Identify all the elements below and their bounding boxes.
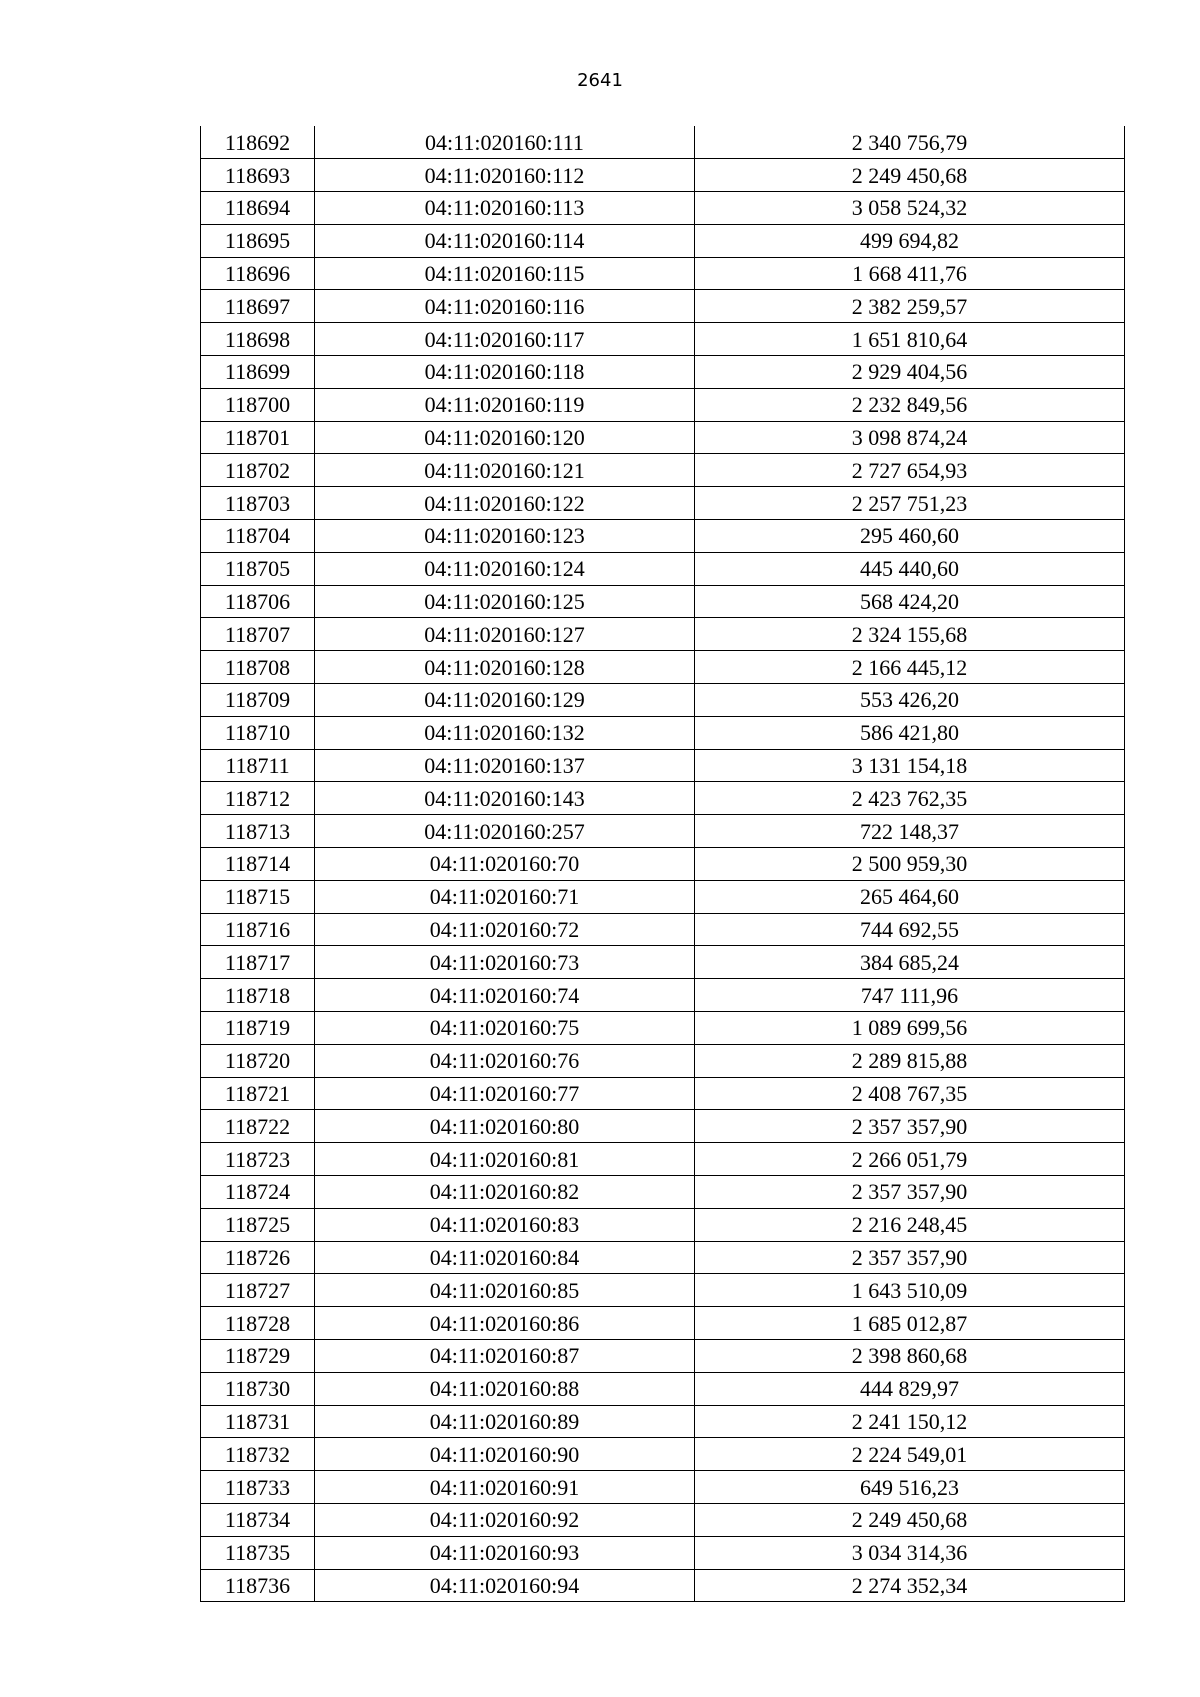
cadastral-number-cell: 04:11:020160:87 (315, 1339, 695, 1372)
cadastral-value-cell: 3 098 874,24 (695, 421, 1125, 454)
row-number-cell: 118698 (201, 323, 315, 356)
cadastral-value-cell: 444 829,97 (695, 1372, 1125, 1405)
row-number-cell: 118727 (201, 1274, 315, 1307)
table-row (201, 1110, 1125, 1143)
cadastral-number-cell: 04:11:020160:118 (315, 356, 695, 389)
cadastral-number-cell: 04:11:020160:94 (315, 1569, 695, 1602)
cadastral-value-cell: 2 408 767,35 (695, 1077, 1125, 1110)
cadastral-value-cell: 649 516,23 (695, 1471, 1125, 1504)
table-row (201, 848, 1125, 881)
row-number-cell: 118710 (201, 716, 315, 749)
table-row (201, 946, 1125, 979)
cadastral-value-cell: 2 357 357,90 (695, 1110, 1125, 1143)
table-row (201, 1208, 1125, 1241)
cadastral-number-cell: 04:11:020160:124 (315, 552, 695, 585)
table-row (201, 290, 1125, 323)
cadastral-value-cell: 3 034 314,36 (695, 1536, 1125, 1569)
cadastral-value-cell: 2 249 450,68 (695, 1503, 1125, 1536)
cadastral-value-cell: 3 058 524,32 (695, 192, 1125, 225)
table-row (201, 716, 1125, 749)
cadastral-number-cell: 04:11:020160:143 (315, 782, 695, 815)
cadastral-number-cell: 04:11:020160:71 (315, 880, 695, 913)
cadastral-number-cell: 04:11:020160:73 (315, 946, 695, 979)
cadastral-value-cell: 568 424,20 (695, 585, 1125, 618)
table-row (201, 815, 1125, 848)
table-row (201, 421, 1125, 454)
table-row (201, 651, 1125, 684)
cadastral-number-cell: 04:11:020160:70 (315, 848, 695, 881)
row-number-cell: 118726 (201, 1241, 315, 1274)
table-row (201, 192, 1125, 225)
cadastral-value-cell: 1 668 411,76 (695, 257, 1125, 290)
row-number-cell: 118733 (201, 1471, 315, 1504)
cadastral-value-cell: 586 421,80 (695, 716, 1125, 749)
cadastral-number-cell: 04:11:020160:111 (315, 126, 695, 159)
cadastral-number-cell: 04:11:020160:137 (315, 749, 695, 782)
table-row (201, 782, 1125, 815)
table-body (201, 126, 1125, 1602)
table-row (201, 880, 1125, 913)
table-row (201, 1339, 1125, 1372)
row-number-cell: 118736 (201, 1569, 315, 1602)
cadastral-value-cell: 2 266 051,79 (695, 1143, 1125, 1176)
table-row (201, 1405, 1125, 1438)
cadastral-value-cell: 1 643 510,09 (695, 1274, 1125, 1307)
cadastral-number-cell: 04:11:020160:115 (315, 257, 695, 290)
table-row (201, 1274, 1125, 1307)
cadastral-value-cell: 2 232 849,56 (695, 388, 1125, 421)
cadastral-value-cell: 553 426,20 (695, 684, 1125, 717)
row-number-cell: 118702 (201, 454, 315, 487)
cadastral-value-cell: 2 249 450,68 (695, 159, 1125, 192)
row-number-cell: 118705 (201, 552, 315, 585)
row-number-cell: 118695 (201, 224, 315, 257)
cadastral-number-cell: 04:11:020160:90 (315, 1438, 695, 1471)
row-number-cell: 118717 (201, 946, 315, 979)
row-number-cell: 118735 (201, 1536, 315, 1569)
page-number: 2641 (577, 70, 623, 91)
cadastral-number-cell: 04:11:020160:119 (315, 388, 695, 421)
cadastral-number-cell: 04:11:020160:128 (315, 651, 695, 684)
cadastral-value-cell: 722 148,37 (695, 815, 1125, 848)
cadastral-value-cell: 2 166 445,12 (695, 651, 1125, 684)
cadastral-value-cell: 2 340 756,79 (695, 126, 1125, 159)
row-number-cell: 118701 (201, 421, 315, 454)
cadastral-value-cell: 265 464,60 (695, 880, 1125, 913)
table-row (201, 126, 1125, 159)
cadastral-value-cell: 1 651 810,64 (695, 323, 1125, 356)
table-row (201, 520, 1125, 553)
cadastral-number-cell: 04:11:020160:120 (315, 421, 695, 454)
table-row (201, 552, 1125, 585)
cadastral-number-cell: 04:11:020160:91 (315, 1471, 695, 1504)
cadastral-value-table (200, 126, 1125, 1602)
cadastral-number-cell: 04:11:020160:116 (315, 290, 695, 323)
row-number-cell: 118704 (201, 520, 315, 553)
cadastral-value-cell: 1 089 699,56 (695, 1012, 1125, 1045)
cadastral-value-cell: 384 685,24 (695, 946, 1125, 979)
row-number-cell: 118718 (201, 979, 315, 1012)
cadastral-value-cell: 744 692,55 (695, 913, 1125, 946)
cadastral-number-cell: 04:11:020160:83 (315, 1208, 695, 1241)
cadastral-value-cell: 2 423 762,35 (695, 782, 1125, 815)
row-number-cell: 118730 (201, 1372, 315, 1405)
row-number-cell: 118716 (201, 913, 315, 946)
table-row (201, 684, 1125, 717)
row-number-cell: 118709 (201, 684, 315, 717)
cadastral-number-cell: 04:11:020160:76 (315, 1044, 695, 1077)
table-row (201, 1438, 1125, 1471)
cadastral-value-cell: 2 216 248,45 (695, 1208, 1125, 1241)
row-number-cell: 118719 (201, 1012, 315, 1045)
table-row (201, 454, 1125, 487)
cadastral-number-cell: 04:11:020160:123 (315, 520, 695, 553)
row-number-cell: 118725 (201, 1208, 315, 1241)
row-number-cell: 118707 (201, 618, 315, 651)
cadastral-number-cell: 04:11:020160:257 (315, 815, 695, 848)
cadastral-value-cell: 2 382 259,57 (695, 290, 1125, 323)
row-number-cell: 118722 (201, 1110, 315, 1143)
cadastral-number-cell: 04:11:020160:93 (315, 1536, 695, 1569)
row-number-cell: 118694 (201, 192, 315, 225)
cadastral-value-cell: 747 111,96 (695, 979, 1125, 1012)
cadastral-number-cell: 04:11:020160:85 (315, 1274, 695, 1307)
cadastral-number-cell: 04:11:020160:80 (315, 1110, 695, 1143)
cadastral-number-cell: 04:11:020160:77 (315, 1077, 695, 1110)
table-row (201, 1536, 1125, 1569)
cadastral-value-cell: 2 274 352,34 (695, 1569, 1125, 1602)
row-number-cell: 118734 (201, 1503, 315, 1536)
row-number-cell: 118714 (201, 848, 315, 881)
table-row (201, 618, 1125, 651)
table-row (201, 1077, 1125, 1110)
cadastral-value-cell: 2 500 959,30 (695, 848, 1125, 881)
cadastral-number-cell: 04:11:020160:75 (315, 1012, 695, 1045)
cadastral-number-cell: 04:11:020160:88 (315, 1372, 695, 1405)
cadastral-value-cell: 2 357 357,90 (695, 1176, 1125, 1209)
cadastral-value-cell: 2 727 654,93 (695, 454, 1125, 487)
cadastral-number-cell: 04:11:020160:132 (315, 716, 695, 749)
cadastral-number-cell: 04:11:020160:89 (315, 1405, 695, 1438)
table-row (201, 913, 1125, 946)
table-row (201, 323, 1125, 356)
cadastral-value-cell: 295 460,60 (695, 520, 1125, 553)
row-number-cell: 118715 (201, 880, 315, 913)
cadastral-number-cell: 04:11:020160:72 (315, 913, 695, 946)
row-number-cell: 118723 (201, 1143, 315, 1176)
cadastral-value-cell: 499 694,82 (695, 224, 1125, 257)
cadastral-number-cell: 04:11:020160:86 (315, 1307, 695, 1340)
cadastral-value-cell: 2 357 357,90 (695, 1241, 1125, 1274)
row-number-cell: 118721 (201, 1077, 315, 1110)
cadastral-value-cell: 2 324 155,68 (695, 618, 1125, 651)
cadastral-number-cell: 04:11:020160:121 (315, 454, 695, 487)
cadastral-value-cell: 3 131 154,18 (695, 749, 1125, 782)
table-row (201, 1471, 1125, 1504)
table-row (201, 487, 1125, 520)
cadastral-number-cell: 04:11:020160:81 (315, 1143, 695, 1176)
row-number-cell: 118693 (201, 159, 315, 192)
row-number-cell: 118732 (201, 1438, 315, 1471)
row-number-cell: 118703 (201, 487, 315, 520)
table-row (201, 1176, 1125, 1209)
cadastral-value-cell: 2 257 751,23 (695, 487, 1125, 520)
row-number-cell: 118712 (201, 782, 315, 815)
table-row (201, 1503, 1125, 1536)
table-row (201, 1372, 1125, 1405)
row-number-cell: 118731 (201, 1405, 315, 1438)
row-number-cell: 118700 (201, 388, 315, 421)
table-row (201, 1044, 1125, 1077)
row-number-cell: 118728 (201, 1307, 315, 1340)
row-number-cell: 118729 (201, 1339, 315, 1372)
row-number-cell: 118697 (201, 290, 315, 323)
cadastral-number-cell: 04:11:020160:117 (315, 323, 695, 356)
table-row (201, 257, 1125, 290)
cadastral-number-cell: 04:11:020160:122 (315, 487, 695, 520)
cadastral-number-cell: 04:11:020160:125 (315, 585, 695, 618)
cadastral-value-cell: 2 289 815,88 (695, 1044, 1125, 1077)
cadastral-number-cell: 04:11:020160:82 (315, 1176, 695, 1209)
cadastral-number-cell: 04:11:020160:129 (315, 684, 695, 717)
table-row (201, 979, 1125, 1012)
row-number-cell: 118713 (201, 815, 315, 848)
cadastral-number-cell: 04:11:020160:84 (315, 1241, 695, 1274)
row-number-cell: 118724 (201, 1176, 315, 1209)
cadastral-number-cell: 04:11:020160:92 (315, 1503, 695, 1536)
table-row (201, 1307, 1125, 1340)
cadastral-value-cell: 2 241 150,12 (695, 1405, 1125, 1438)
table-row (201, 749, 1125, 782)
cadastral-number-cell: 04:11:020160:114 (315, 224, 695, 257)
row-number-cell: 118708 (201, 651, 315, 684)
cadastral-number-cell: 04:11:020160:127 (315, 618, 695, 651)
table-row (201, 1012, 1125, 1045)
row-number-cell: 118706 (201, 585, 315, 618)
table-row (201, 388, 1125, 421)
cadastral-number-cell: 04:11:020160:113 (315, 192, 695, 225)
table-row (201, 585, 1125, 618)
cadastral-number-cell: 04:11:020160:74 (315, 979, 695, 1012)
row-number-cell: 118720 (201, 1044, 315, 1077)
cadastral-number-cell: 04:11:020160:112 (315, 159, 695, 192)
cadastral-value-cell: 2 929 404,56 (695, 356, 1125, 389)
table-row (201, 1241, 1125, 1274)
table-row (201, 1569, 1125, 1602)
table-row (201, 159, 1125, 192)
row-number-cell: 118696 (201, 257, 315, 290)
table-row (201, 224, 1125, 257)
table-row (201, 1143, 1125, 1176)
cadastral-value-cell: 2 224 549,01 (695, 1438, 1125, 1471)
cadastral-value-cell: 2 398 860,68 (695, 1339, 1125, 1372)
cadastral-value-cell: 1 685 012,87 (695, 1307, 1125, 1340)
row-number-cell: 118692 (201, 126, 315, 159)
row-number-cell: 118711 (201, 749, 315, 782)
row-number-cell: 118699 (201, 356, 315, 389)
cadastral-value-cell: 445 440,60 (695, 552, 1125, 585)
table-row (201, 356, 1125, 389)
